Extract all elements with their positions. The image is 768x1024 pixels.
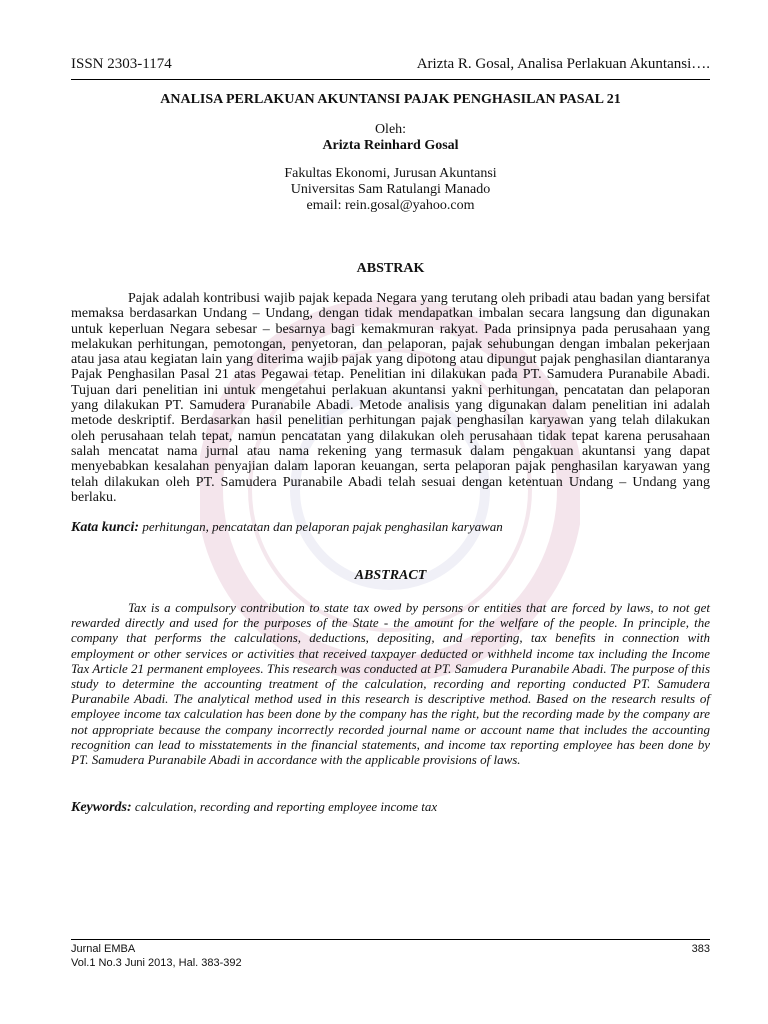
kata-kunci-value: perhitungan, pencatatan dan pelaporan pajak penghasilan karyawan [142, 519, 503, 534]
oleh-label: Oleh: [374, 122, 407, 137]
kata-kunci [71, 519, 710, 536]
author-email: email: rein.gosal@yahoo.com [306, 198, 475, 213]
journal-name: Jurnal EMBA [71, 943, 136, 955]
running-title: Arizta R. Gosal, Analisa Perlakuan Akuntansi…. [416, 56, 710, 72]
paper-title: ANALISA PERLAKUAN AKUNTANSI PAJAK PENGHASILAN PASAL 21 [160, 92, 621, 107]
issn: ISSN 2303-1174 [71, 56, 172, 72]
affiliation-faculty: Fakultas Ekonomi, Jurusan Akuntansi [284, 166, 497, 181]
kata-kunci-label: Kata kunci: [71, 520, 140, 535]
page-footer [71, 939, 710, 980]
keywords-label: Keywords: [71, 800, 132, 815]
keywords [71, 799, 710, 816]
affiliation-university: Universitas Sam Ratulangi Manado [290, 182, 491, 197]
page-number: 383 [691, 943, 710, 955]
abstrak-text: Pajak adalah kontribusi wajib pajak kepada Negara yang terutang oleh pribadi atau badan yang bersifat memaksa berdasarkan Undang – Undang, dengan tidak mendapatkan imbalan secara langsung dan digunakan untuk keperluan Negara sebesar – besarnya bagi kemakmuran rakyat. Pada prinsipnya pada perusahaan yang melakukan perhitungan, pemotongan, penyetoran, dan pelaporan, pajak sehubungan dengan imbalan pekerjaan atau jasa atau kegiatan lain yang diterima wajib pajak yang dipotong atau dipungut pajak penghasilan diantaranya Pajak Penghasilan Pasal 21 atas Pegawai tetap. Penelitian ini dilakukan pada PT. Samudera Puranabile Abadi. Tujuan dari penelitian ini untuk mengetahui perlakuan akuntansi yakni perhitungan, pencatatan dan pelaporan yang dilakukan PT. Samudera Puranabile Abadi. Metode analisis yang digunakan dalam penelitian ini adalah metode deskriptif. Berdasarkan hasil penelitian perhitungan pajak penghasilan karyawan yang telah dilakukan oleh perusahaan telah tepat, namun pencatatan yang dilakukan oleh perusahaan tidak tepat karena perusahaan salah mencatat nama jurnal atau nama rekening yang termasuk dalam pengakuan akuntansi yang dapat menyebabkan kesalahan penyajian dalam laporan keuangan, serta pelaporan pajak penghasilan karyawan yang telah dilakukan oleh PT. Samudera Puranabile Abadi telah sesuai dengan ketentuan Undang – Undang yang berlaku. [71, 291, 710, 505]
author-name: Arizta Reinhard Gosal [322, 138, 459, 153]
abstract-heading: ABSTRACT [354, 568, 427, 583]
journal-volume: Vol.1 No.3 Juni 2013, Hal. 383-392 [71, 957, 242, 969]
abstract-text: Tax is a compulsory contribution to state tax owed by persons or entities that are forced by laws, to not get rewarded directly and used for the purposes of the State - the amount for the welfare of the people. In principle, the company that performs the calculations, deductions, depositing, and reporting, tax benefits in connection with employment or other services or activities that received taxpayer deducted or withheld income tax including the Income Tax Article 21 permanent employees. This research was conducted at PT. Samudera Puranabile Abadi. The purpose of this study to determine the accounting treatment of the calculation, recording and reporting conducted PT. Samudera Puranabile Abadi. The analytical method used in this research is descriptive method. Based on the research results of employee income tax calculation has been done by the company has the right, but the recording made by the company are not appropriate because the company incorrectly recorded journal name or account name that includes the accounting recognition can lead to misstatements in the financial statements, and income tax reporting employee has been done by PT. Samudera Puranabile Abadi in accordance with the applicable provisions of laws. [71, 600, 710, 768]
running-header [71, 55, 710, 80]
keywords-value: calculation, recording and reporting employee income tax [134, 799, 438, 814]
abstrak-heading: ABSTRAK [356, 261, 425, 276]
